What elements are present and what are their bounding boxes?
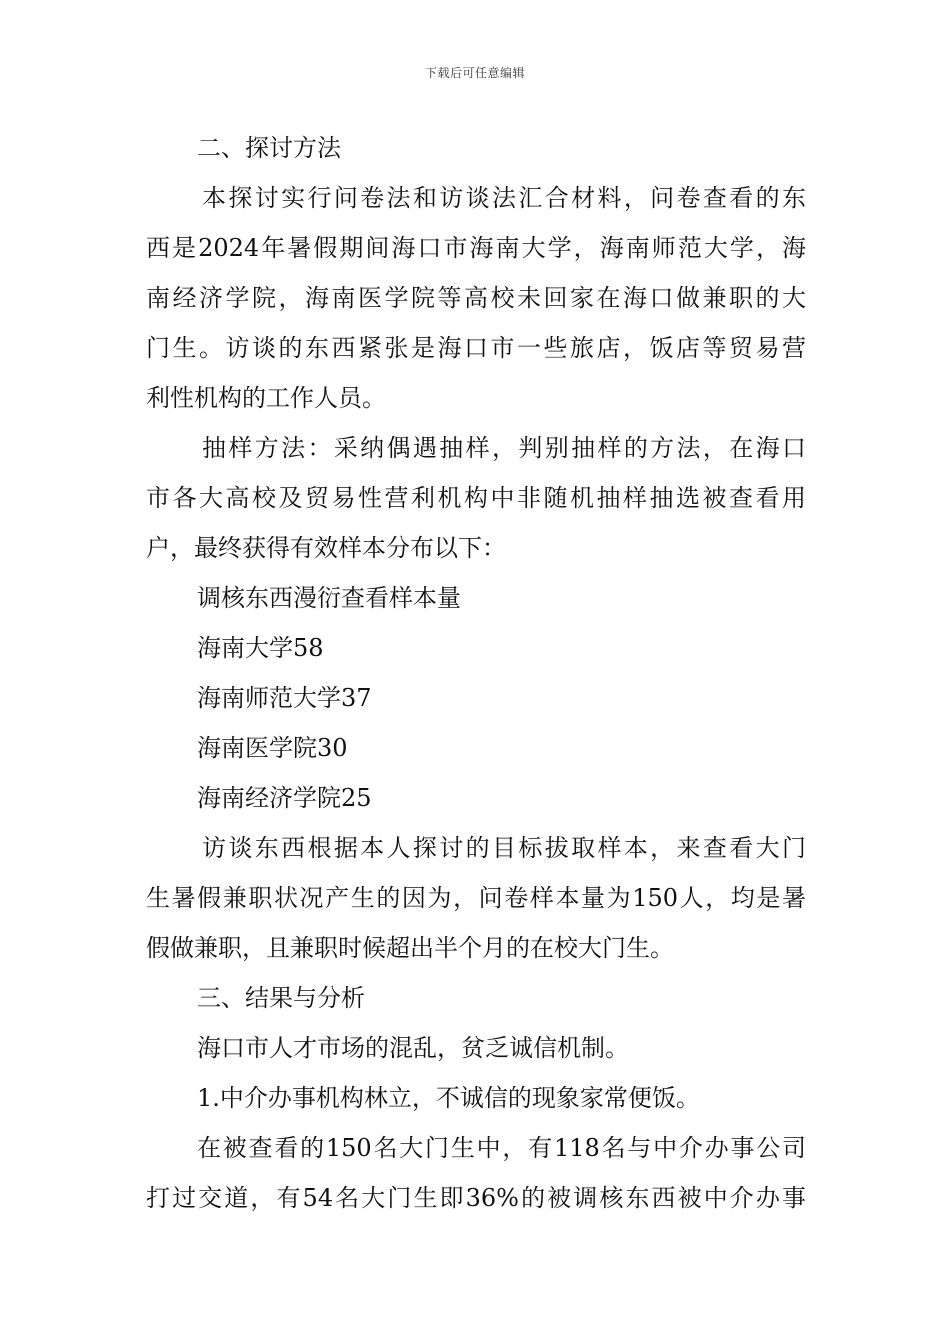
paragraph-line: 户，最终获得有效样本分布以下： (146, 534, 506, 562)
paragraph-line: 假做兼职，且兼职时候超出半个月的在校大门生。 (146, 934, 674, 962)
paragraph-line: 生暑假兼职状况产生的因为，问卷样本量为150人，均是暑 (146, 884, 806, 912)
document-body (146, 123, 806, 1223)
paragraph-line: 本探讨实行问卷法和访谈法汇合材料，问卷查看的东 (202, 184, 806, 212)
section-heading-methods: 二、探讨方法 (197, 134, 341, 162)
paragraph-line: 门生。访谈的东西紧张是海口市一些旅店，饭店等贸易营 (146, 334, 806, 362)
paragraph-line: 南经济学院，海南医学院等高校未回家在海口做兼职的大 (146, 284, 806, 312)
paragraph-line: 市各大高校及贸易性营利机构中非随机抽样抽选被查看用 (146, 484, 806, 512)
paragraph-line: 访谈东西根据本人探讨的目标拔取样本，来查看大门 (202, 834, 806, 862)
sample-row: 海南师范大学37 (197, 684, 372, 712)
paragraph-line: 打过交道，有54名大门生即36%的被调核东西被中介办事 (146, 1184, 806, 1212)
section-heading-results: 三、结果与分析 (197, 984, 365, 1012)
paragraph-line: 海口市人才市场的混乱，贫乏诚信机制。 (197, 1034, 629, 1062)
paragraph-line: 抽样方法：采纳偶遇抽样，判别抽样的方法，在海口 (202, 434, 806, 462)
sample-table-header: 调核东西漫衍查看样本量 (197, 584, 461, 612)
sample-row: 海南医学院30 (197, 734, 348, 762)
sample-row: 海南经济学院25 (197, 784, 372, 812)
paragraph-line: 在被查看的150名大门生中，有118名与中介办事公司 (197, 1134, 806, 1162)
paragraph-line: 利性机构的工作人员。 (146, 384, 386, 412)
paragraph-line: 西是2024年暑假期间海口市海南大学，海南师范大学，海 (146, 234, 806, 262)
sample-row: 海南大学58 (197, 634, 324, 662)
list-item: 1.中介办事机构林立，不诚信的现象家常便饭。 (197, 1084, 700, 1112)
page-header: 下载后可任意编辑 (424, 66, 525, 80)
